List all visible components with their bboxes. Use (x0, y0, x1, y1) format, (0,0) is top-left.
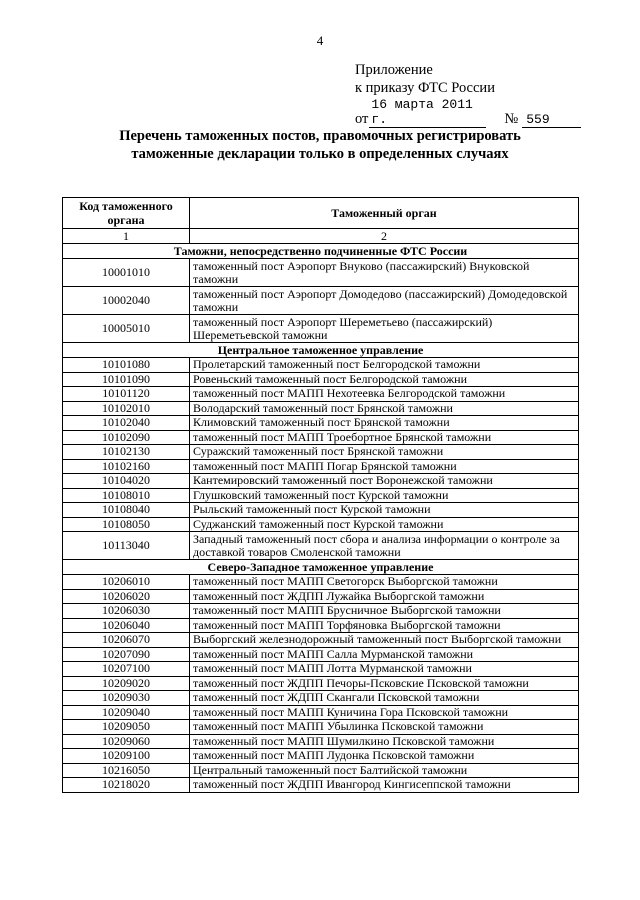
header-code: Код таможенного органа (63, 198, 190, 229)
customs-body-name: Кантемировский таможенный пост Воронежской таможни (190, 474, 579, 489)
customs-code: 10102010 (63, 401, 190, 416)
table-row (63, 734, 579, 749)
appendix-prefix: от (355, 111, 369, 127)
customs-code: 10209050 (63, 720, 190, 735)
customs-code: 10102130 (63, 445, 190, 460)
table-row (63, 517, 579, 532)
table-row (63, 647, 579, 662)
title-line2: таможенные декларации только в определенных случаях (131, 146, 509, 162)
customs-body-name: Ровеньский таможенный пост Белгородской таможни (190, 372, 579, 387)
customs-code: 10206070 (63, 633, 190, 648)
appendix-line2: к приказу ФТС России (355, 79, 495, 96)
customs-code: 10209030 (63, 691, 190, 706)
section-row (63, 244, 579, 259)
customs-body-name: таможенный пост ЖДПП Лужайка Выборгской таможни (190, 589, 579, 604)
table-row (63, 763, 579, 778)
order-number-label: № (504, 111, 519, 127)
customs-body-name: Выборгский железнодорожный таможенный пост Выборгской таможни (190, 633, 579, 648)
table-row (63, 387, 579, 402)
customs-body-name: Центральный таможенный пост Балтийской таможни (190, 763, 579, 778)
appendix-block (355, 62, 581, 129)
table-row (63, 589, 579, 604)
customs-body-name: таможенный пост Аэропорт Внуково (пассажирский) Внуковской таможни (190, 259, 579, 287)
customs-body-name: Суджанский таможенный пост Курской таможни (190, 517, 579, 532)
table-row (63, 604, 579, 619)
customs-code: 10005010 (63, 315, 190, 343)
customs-code: 10108040 (63, 503, 190, 518)
customs-body-name: Рыльский таможенный пост Курской таможни (190, 503, 579, 518)
customs-code: 10209040 (63, 705, 190, 720)
customs-code: 10002040 (63, 287, 190, 315)
section-row (63, 560, 579, 575)
customs-body-name: таможенный пост МАПП Лудонка Псковской таможни (190, 749, 579, 764)
document-title (0, 127, 640, 163)
customs-code: 10209060 (63, 734, 190, 749)
table-row (63, 618, 579, 633)
table-row (63, 749, 579, 764)
table-row (63, 488, 579, 503)
customs-code: 10108010 (63, 488, 190, 503)
table-row (63, 474, 579, 489)
section-title: Северо-Западное таможенное управление (63, 560, 579, 575)
customs-code: 10209020 (63, 676, 190, 691)
section-row (63, 343, 579, 358)
customs-code: 10108050 (63, 517, 190, 532)
customs-code: 10207090 (63, 647, 190, 662)
customs-body-name: таможенный пост МАПП Торфяновка Выборгской таможни (190, 618, 579, 633)
table-row (63, 705, 579, 720)
table-row (63, 676, 579, 691)
customs-body-name: Глушковский таможенный пост Курской таможни (190, 488, 579, 503)
customs-body-name: таможенный пост МАПП Салла Мурманской таможни (190, 647, 579, 662)
customs-code: 10102040 (63, 416, 190, 431)
customs-body-name: таможенный пост МАПП Нехотеевка Белгородской таможни (190, 387, 579, 402)
header-body: Таможенный орган (190, 198, 579, 229)
customs-code: 10206030 (63, 604, 190, 619)
table-row (63, 503, 579, 518)
customs-code: 10206020 (63, 589, 190, 604)
page-number: 4 (316, 33, 324, 48)
customs-code: 10102090 (63, 430, 190, 445)
table-row (63, 445, 579, 460)
table-row (63, 720, 579, 735)
table-row (63, 372, 579, 387)
table-row (63, 358, 579, 373)
customs-body-name: Пролетарский таможенный пост Белгородской таможни (190, 358, 579, 373)
customs-code: 10207100 (63, 662, 190, 677)
customs-code: 10209100 (63, 749, 190, 764)
section-title: Центральное таможенное управление (63, 343, 579, 358)
customs-body-name: Суражский таможенный пост Брянской таможни (190, 445, 579, 460)
table-row (63, 287, 579, 315)
customs-code: 10101090 (63, 372, 190, 387)
customs-body-name: таможенный пост ЖДПП Печоры-Псковские Псковской таможни (190, 676, 579, 691)
customs-code: 10104020 (63, 474, 190, 489)
customs-code: 10206010 (63, 575, 190, 590)
customs-code: 10001010 (63, 259, 190, 287)
customs-body-name: таможенный пост Аэропорт Шереметьево (пассажирский) Шереметьевской таможни (190, 315, 579, 343)
table-row (63, 430, 579, 445)
customs-body-name: таможенный пост МАПП Светогорск Выборгской таможни (190, 575, 579, 590)
order-date: 16 марта 2011 г. (369, 97, 486, 128)
table-row (63, 532, 579, 560)
table-row (63, 575, 579, 590)
customs-body-name: таможенный пост МАПП Убылинка Псковской таможни (190, 720, 579, 735)
customs-code: 10101080 (63, 358, 190, 373)
title-line1: Перечень таможенных постов, правомочных регистрировать (119, 128, 521, 144)
customs-code: 10102160 (63, 459, 190, 474)
section-title: Таможни, непосредственно подчиненные ФТС России (63, 244, 579, 259)
table-row (63, 315, 579, 343)
table-row (63, 633, 579, 648)
customs-body-name: таможенный пост МАПП Лотта Мурманской таможни (190, 662, 579, 677)
table-row (63, 401, 579, 416)
column-number-2: 2 (190, 229, 579, 244)
customs-body-name: таможенный пост МАПП Куничина Гора Псковской таможни (190, 705, 579, 720)
customs-body-name: Климовский таможенный пост Брянской таможни (190, 416, 579, 431)
customs-body-name: таможенный пост ЖДПП Ивангород Кингисеппской таможни (190, 778, 579, 793)
customs-body-name: Володарский таможенный пост Брянской таможни (190, 401, 579, 416)
customs-code: 10206040 (63, 618, 190, 633)
order-number: 559 (522, 112, 581, 128)
customs-body-name: таможенный пост МАПП Шумилкино Псковской таможни (190, 734, 579, 749)
table-row (63, 416, 579, 431)
appendix-line1: Приложение (355, 62, 433, 78)
table-row (63, 691, 579, 706)
table-row (63, 778, 579, 793)
customs-body-name: Западный таможенный пост сбора и анализа информации о контроле за доставкой товаров Смоленской таможни (190, 532, 579, 560)
customs-code: 10101120 (63, 387, 190, 402)
table-row (63, 259, 579, 287)
customs-code: 10218020 (63, 778, 190, 793)
table-row (63, 459, 579, 474)
appendix-date-line (355, 97, 581, 129)
customs-body-name: таможенный пост МАПП Троебортное Брянской таможни (190, 430, 579, 445)
customs-code: 10113040 (63, 532, 190, 560)
customs-body-name: таможенный пост Аэропорт Домодедово (пассажирский) Домодедовской таможни (190, 287, 579, 315)
column-number-1: 1 (63, 229, 190, 244)
table-row (63, 662, 579, 677)
customs-posts-table (62, 197, 579, 793)
customs-body-name: таможенный пост МАПП Погар Брянской таможни (190, 459, 579, 474)
customs-code: 10216050 (63, 763, 190, 778)
customs-body-name: таможенный пост ЖДПП Скангали Псковской таможни (190, 691, 579, 706)
customs-body-name: таможенный пост МАПП Брусничное Выборгской таможни (190, 604, 579, 619)
